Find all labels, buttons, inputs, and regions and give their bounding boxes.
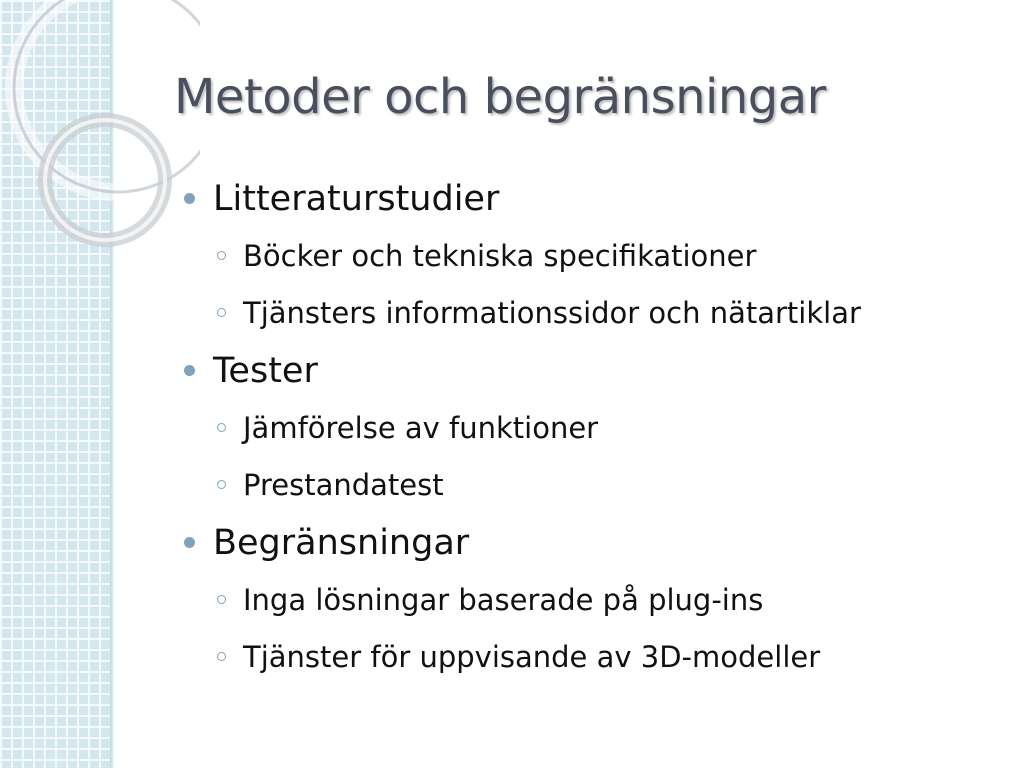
bullet-ring-icon (217, 423, 226, 432)
bullet-item (180, 514, 1000, 572)
sub-bullet-item (180, 400, 1000, 457)
bullet-ring-icon (217, 308, 226, 317)
bullet-item (180, 170, 1000, 228)
sub-bullet-text: Prestandatest (243, 468, 444, 502)
sub-bullet-item (180, 285, 1000, 342)
bullet-list (180, 170, 1000, 686)
bullet-ring-icon (217, 652, 226, 661)
slide-title: Metoder och begränsningar (174, 69, 826, 125)
bullet-dot-icon (184, 193, 195, 204)
decorative-circles (0, 0, 200, 300)
sub-bullet-item (180, 629, 1000, 686)
bullet-ring-icon (217, 251, 226, 260)
sub-bullet-item (180, 457, 1000, 514)
bullet-text: Litteraturstudier (213, 179, 500, 219)
bullet-ring-icon (217, 595, 226, 604)
sub-bullet-item (180, 228, 1000, 285)
bullet-dot-icon (184, 537, 195, 548)
sub-bullet-text: Tjänsters informationssidor och nätartiklar (243, 296, 861, 330)
bullet-item (180, 342, 1000, 400)
bullet-text: Tester (213, 351, 318, 391)
sub-bullet-text: Tjänster för uppvisande av 3D-modeller (243, 640, 821, 674)
bullet-ring-icon (217, 480, 226, 489)
bullet-dot-icon (184, 365, 195, 376)
bullet-text: Begränsningar (213, 523, 470, 563)
sub-bullet-text: Böcker och tekniska specifikationer (243, 239, 757, 273)
sub-bullet-text: Jämförelse av funktioner (243, 411, 599, 445)
sub-bullet-item (180, 572, 1000, 629)
sub-bullet-text: Inga lösningar baserade på plug-ins (243, 583, 764, 617)
